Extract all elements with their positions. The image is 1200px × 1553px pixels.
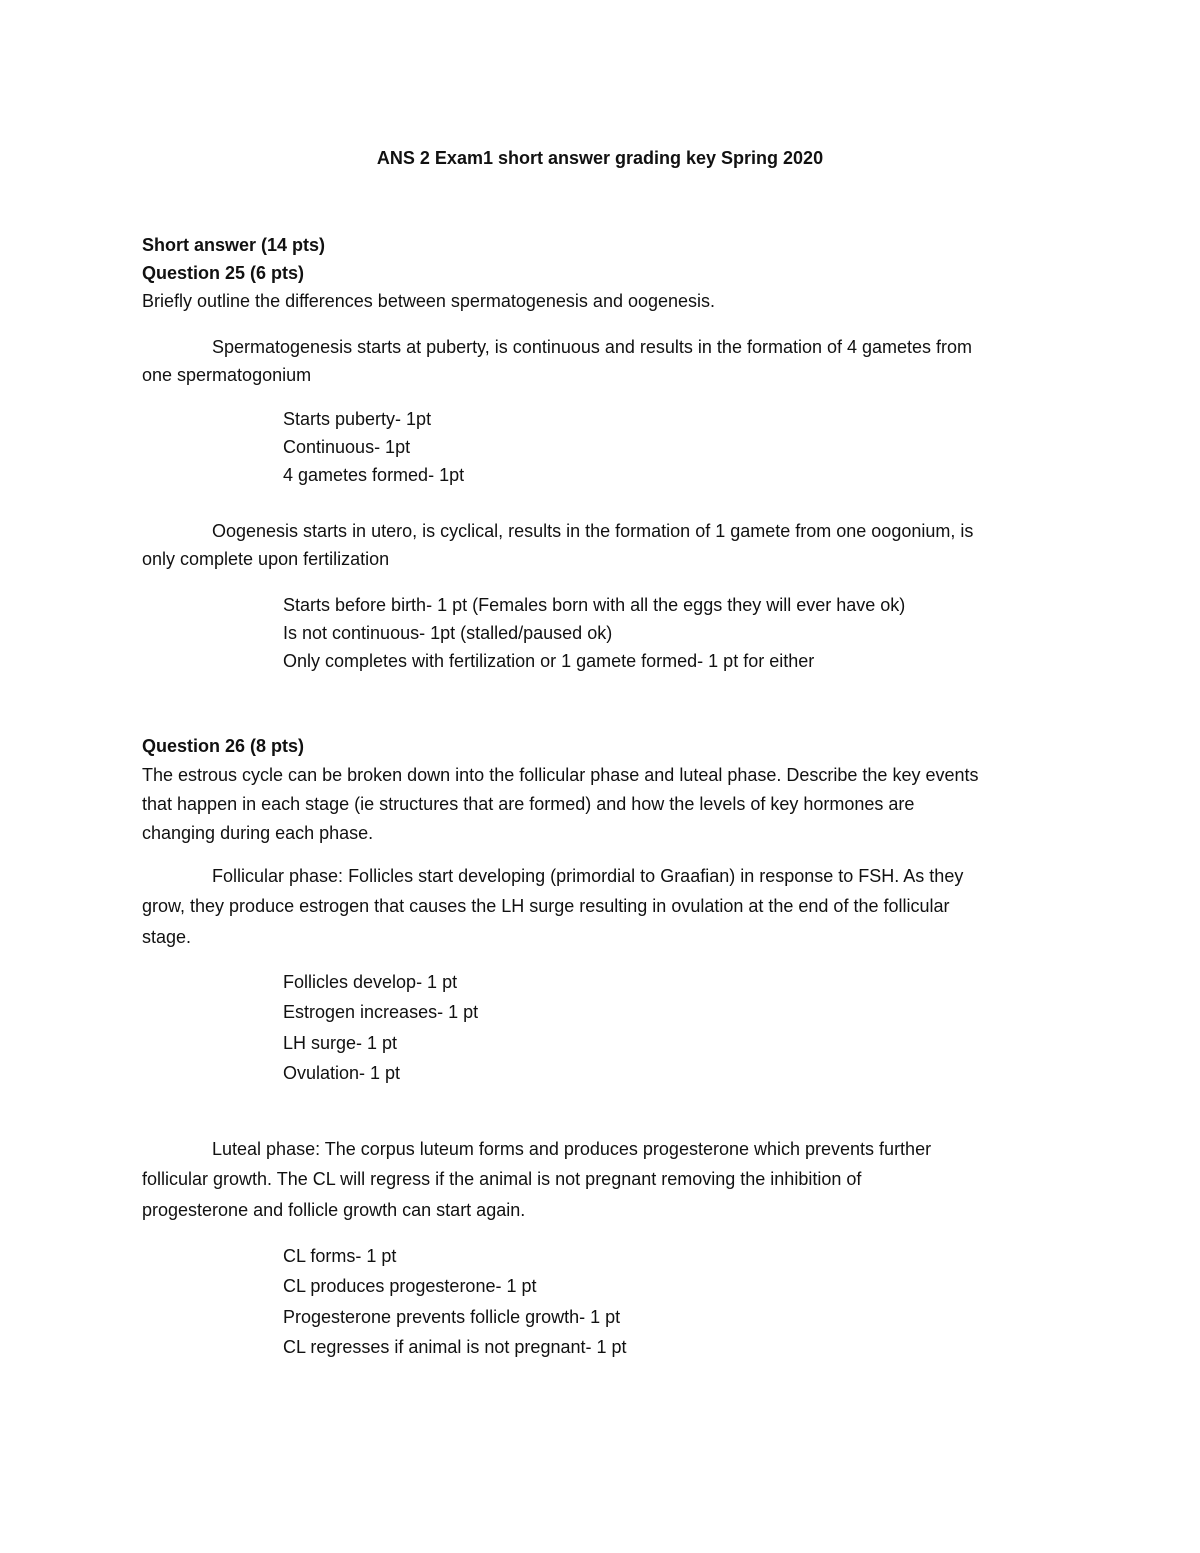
luteal-answer-line-2: follicular growth. The CL will regress if the animal is not pregnant removing the inhibition of xyxy=(142,1169,862,1189)
follicular-point-item: Ovulation- 1 pt xyxy=(283,1063,401,1083)
oo-point-item: Starts before birth- 1 pt (Females born with all the eggs they will ever have ok) xyxy=(283,595,906,615)
question-26-prompt-line-3: changing during each phase. xyxy=(142,823,374,843)
oogenesis-answer-line-2: only complete upon fertilization xyxy=(142,549,390,569)
follicular-answer-line-1: Follicular phase: Follicles start developing (primordial to Graafian) in response to FSH. As they xyxy=(212,866,964,886)
section-heading: Short answer (14 pts) xyxy=(142,235,326,255)
luteal-point-item: CL produces progesterone- 1 pt xyxy=(283,1276,537,1296)
question-26-prompt-line-1: The estrous cycle can be broken down into the follicular phase and luteal phase. Describe the key events xyxy=(142,765,979,785)
document-title: ANS 2 Exam1 short answer grading key Spring 2020 xyxy=(376,148,824,168)
oo-point-item: Is not continuous- 1pt (stalled/paused ok) xyxy=(283,623,613,643)
luteal-answer-line-1: Luteal phase: The corpus luteum forms and produces progesterone which prevents further xyxy=(212,1139,932,1159)
luteal-point-item: CL regresses if animal is not pregnant- 1 pt xyxy=(283,1337,627,1357)
question-26-prompt-line-2: that happen in each stage (ie structures that are formed) and how the levels of key hormones are xyxy=(142,794,915,814)
oo-point-item: Only completes with fertilization or 1 gamete formed- 1 pt for either xyxy=(283,651,815,671)
luteal-answer-line-3: progesterone and follicle growth can start again. xyxy=(142,1200,526,1220)
question-26-heading: Question 26 (8 pts) xyxy=(142,736,305,756)
follicular-point-item: LH surge- 1 pt xyxy=(283,1033,398,1053)
follicular-answer-line-2: grow, they produce estrogen that causes the LH surge resulting in ovulation at the end of the follicular xyxy=(142,896,950,916)
follicular-answer-line-3: stage. xyxy=(142,927,192,947)
sperm-point-item: Continuous- 1pt xyxy=(283,437,411,457)
question-25-prompt: Briefly outline the differences between spermatogenesis and oogenesis. xyxy=(142,291,716,311)
sperm-point-item: 4 gametes formed- 1pt xyxy=(283,465,465,485)
follicular-point-item: Follicles develop- 1 pt xyxy=(283,972,458,992)
oogenesis-answer-line-1: Oogenesis starts in utero, is cyclical, results in the formation of 1 gamete from one oogonium, is xyxy=(212,521,974,541)
luteal-point-item: Progesterone prevents follicle growth- 1 pt xyxy=(283,1307,621,1327)
spermatogenesis-answer-line-1: Spermatogenesis starts at puberty, is continuous and results in the formation of 4 gametes from xyxy=(212,337,973,357)
question-25-heading: Question 25 (6 pts) xyxy=(142,263,305,283)
sperm-point-item: Starts puberty- 1pt xyxy=(283,409,432,429)
spermatogenesis-answer-line-2: one spermatogonium xyxy=(142,365,312,385)
follicular-point-item: Estrogen increases- 1 pt xyxy=(283,1002,479,1022)
luteal-point-item: CL forms- 1 pt xyxy=(283,1246,397,1266)
